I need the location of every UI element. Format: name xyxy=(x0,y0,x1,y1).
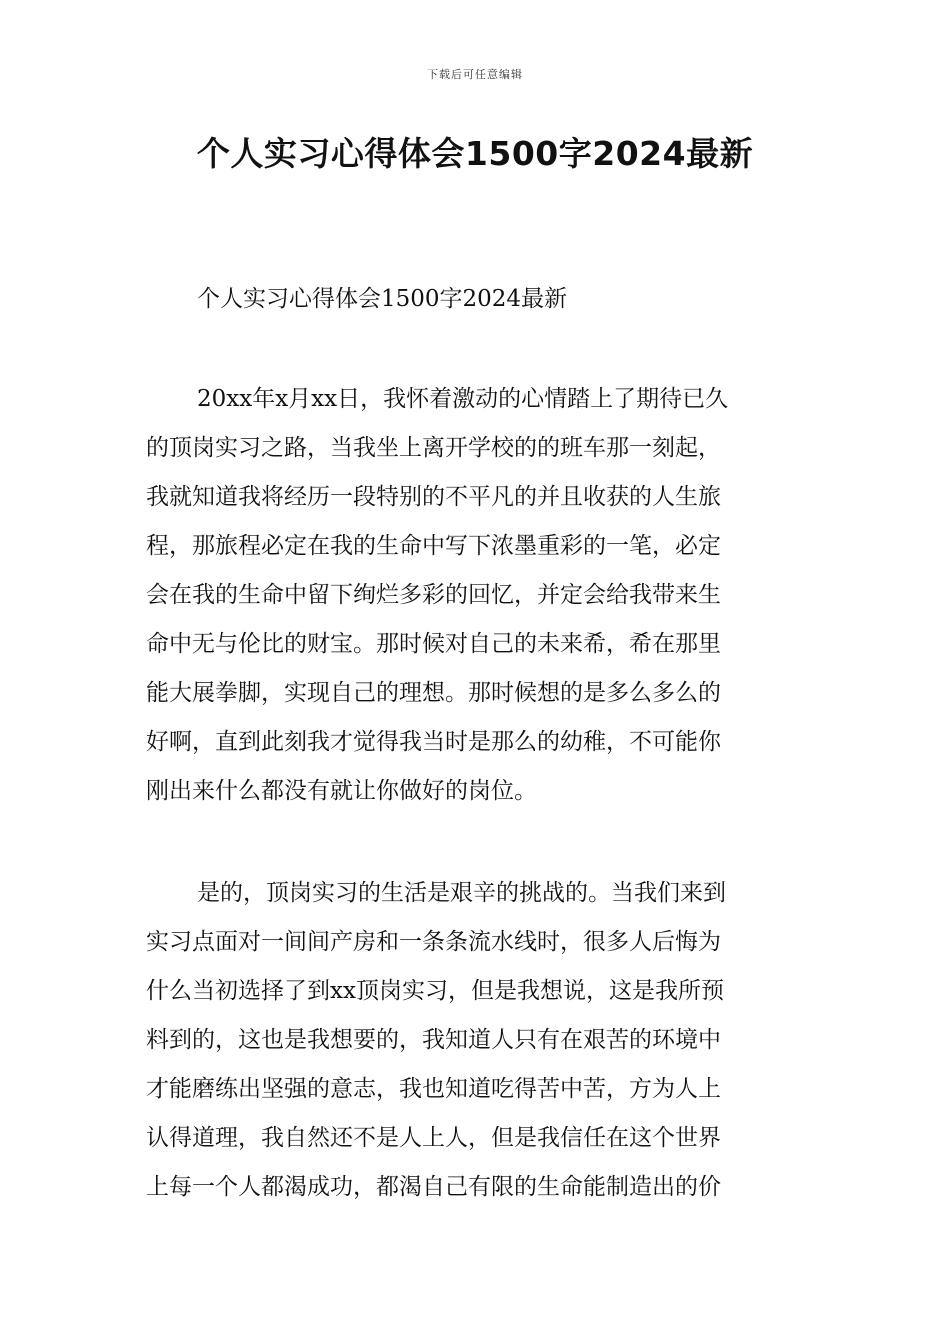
paragraph-1 xyxy=(146,375,810,816)
paragraph-line: 命中无与伦比的财宝。那时候对自己的未来希，希在那里 xyxy=(146,631,721,657)
paragraph-line: 程，那旅程必定在我的生命中写下浓墨重彩的一笔，必定 xyxy=(146,533,721,559)
paragraph-2 xyxy=(146,869,810,1212)
paragraph-line: 我就知道我将经历一段特别的不平凡的并且收获的人生旅 xyxy=(146,484,721,510)
header-note: 下载后可任意编辑 xyxy=(427,68,523,81)
paragraph-line: 才能磨练出坚强的意志，我也知道吃得苦中苦，方为人上 xyxy=(146,1076,721,1102)
paragraph-line: 好啊，直到此刻我才觉得我当时是那么的幼稚，不可能你 xyxy=(146,729,721,755)
paragraph-line: 什么当初选择了到xx顶岗实习，但是我想说，这是我所预 xyxy=(146,978,724,1004)
document-subtitle: 个人实习心得体会1500字2024最新 xyxy=(197,286,568,312)
paragraph-line: 会在我的生命中留下绚烂多彩的回忆，并定会给我带来生 xyxy=(146,582,721,608)
paragraph-line: 上每一个人都渴成功，都渴自己有限的生命能制造出的价 xyxy=(146,1174,721,1200)
paragraph-line: 实习点面对一间间产房和一条条流水线时，很多人后悔为 xyxy=(146,929,721,955)
paragraph-line: 是的，顶岗实习的生活是艰辛的挑战的。当我们来到 xyxy=(197,880,726,906)
paragraph-line: 能大展拳脚，实现自己的理想。那时候想的是多么多么的 xyxy=(146,680,721,706)
paragraph-line: 认得道理，我自然还不是人上人，但是我信任在这个世界 xyxy=(146,1125,721,1151)
paragraph-line: 料到的，这也是我想要的，我知道人只有在艰苦的环境中 xyxy=(146,1027,721,1053)
paragraph-line: 刚出来什么都没有就让你做好的岗位。 xyxy=(146,778,537,804)
paragraph-line: 的顶岗实习之路，当我坐上离开学校的的班车那一刻起， xyxy=(146,435,721,461)
document-title: 个人实习心得体会1500字2024最新 xyxy=(196,134,754,173)
paragraph-line: 20xx年x月xx日，我怀着激动的心情踏上了期待已久 xyxy=(197,386,729,412)
